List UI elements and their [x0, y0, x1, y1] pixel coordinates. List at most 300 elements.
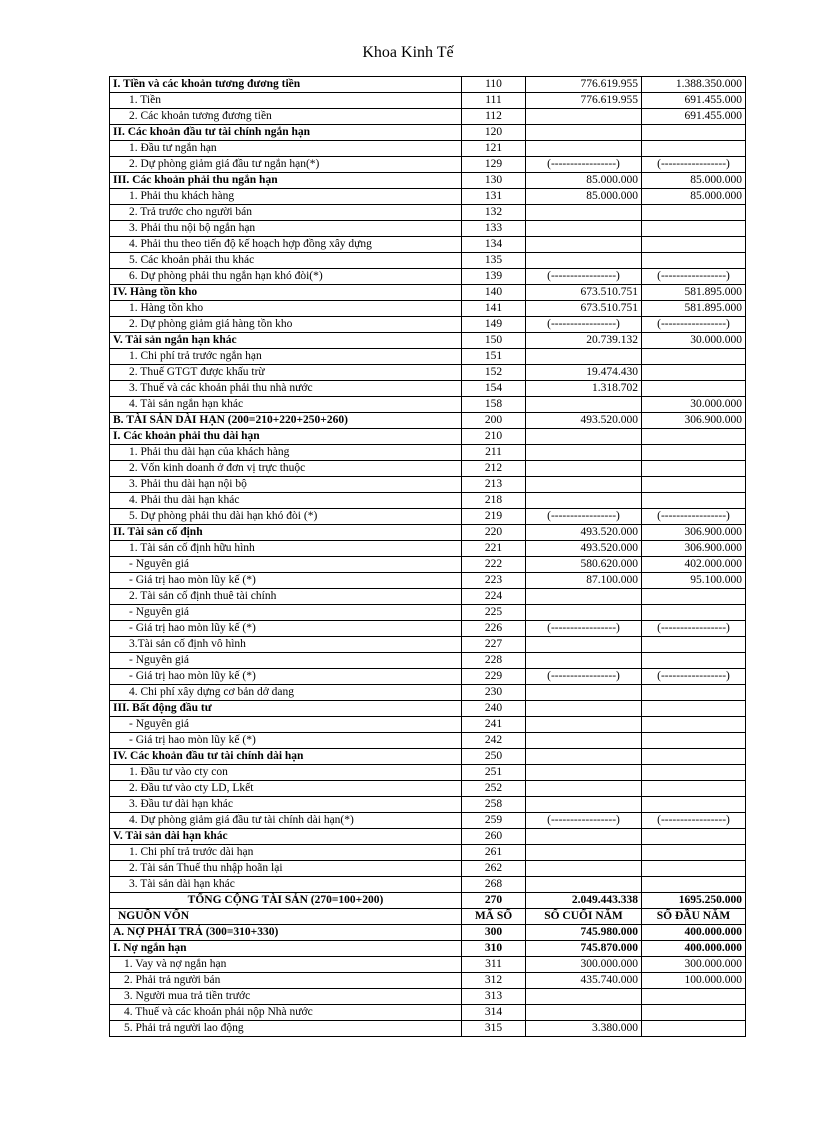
table-row: [110, 173, 746, 189]
table-row: [110, 253, 746, 269]
row-begin-of-year-value: 30.000.000: [642, 333, 746, 349]
row-end-of-year-value: [526, 141, 642, 157]
row-begin-of-year-value: [642, 141, 746, 157]
row-code: 242: [462, 733, 526, 749]
table-row: [110, 781, 746, 797]
table-row: [110, 877, 746, 893]
row-end-of-year-value: [526, 445, 642, 461]
row-label: 3.Tài sản cố định vô hình: [110, 637, 462, 653]
table-row: [110, 733, 746, 749]
row-label: 2. Vốn kinh doanh ở đơn vị trực thuộc: [110, 461, 462, 477]
table-row: [110, 349, 746, 365]
table-row: [110, 1021, 746, 1037]
row-begin-of-year-value: [642, 685, 746, 701]
row-label: A. NỢ PHẢI TRẢ (300=310+330): [110, 925, 462, 941]
table-row: [110, 829, 746, 845]
row-label: I. Tiền và các khoản tương đương tiền: [110, 77, 462, 93]
row-label: 2. Phải trả người bán: [110, 973, 462, 989]
row-code: 270: [462, 893, 526, 909]
row-code: 312: [462, 973, 526, 989]
row-begin-of-year-value: [642, 989, 746, 1005]
row-label: 4. Phải thu dài hạn khác: [110, 493, 462, 509]
row-end-of-year-value: [526, 397, 642, 413]
row-end-of-year-value: 19.474.430: [526, 365, 642, 381]
table-row: [110, 653, 746, 669]
table-row: [110, 685, 746, 701]
row-code: 133: [462, 221, 526, 237]
row-end-of-year-value: 435.740.000: [526, 973, 642, 989]
row-label: 3. Phải thu dài hạn nội bộ: [110, 477, 462, 493]
row-begin-of-year-value: [642, 253, 746, 269]
row-begin-of-year-value: [642, 733, 746, 749]
row-code: 130: [462, 173, 526, 189]
row-end-of-year-value: [526, 877, 642, 893]
table-row: [110, 285, 746, 301]
row-label: 1. Phải thu khách hàng: [110, 189, 462, 205]
row-code: 226: [462, 621, 526, 637]
row-end-of-year-value: (-----------------): [526, 157, 642, 173]
row-code: 111: [462, 93, 526, 109]
table-row: [110, 525, 746, 541]
row-code: 240: [462, 701, 526, 717]
row-label: 5. Các khoản phải thu khác: [110, 253, 462, 269]
row-begin-of-year-value: [642, 829, 746, 845]
row-end-of-year-value: (-----------------): [526, 813, 642, 829]
table-row: [110, 765, 746, 781]
row-code: 229: [462, 669, 526, 685]
table-row: [110, 893, 746, 909]
table-row: [110, 957, 746, 973]
row-end-of-year-value: [526, 221, 642, 237]
row-begin-of-year-value: 95.100.000: [642, 573, 746, 589]
row-begin-of-year-value: [642, 125, 746, 141]
row-begin-of-year-value: 306.900.000: [642, 525, 746, 541]
row-begin-of-year-value: 30.000.000: [642, 397, 746, 413]
row-begin-of-year-value: 300.000.000: [642, 957, 746, 973]
table-row: [110, 669, 746, 685]
row-begin-of-year-value: 306.900.000: [642, 413, 746, 429]
row-begin-of-year-value: 1.388.350.000: [642, 77, 746, 93]
row-label: 4. Thuế và các khoản phải nộp Nhà nước: [110, 1005, 462, 1021]
row-code: 315: [462, 1021, 526, 1037]
row-begin-of-year-value: (-----------------): [642, 669, 746, 685]
row-end-of-year-value: 776.619.955: [526, 93, 642, 109]
row-begin-of-year-value: [642, 445, 746, 461]
row-begin-of-year-value: [642, 845, 746, 861]
row-begin-of-year-value: [642, 237, 746, 253]
row-begin-of-year-value: [642, 765, 746, 781]
row-code: 210: [462, 429, 526, 445]
row-end-of-year-value: [526, 989, 642, 1005]
table-row: [110, 989, 746, 1005]
row-label: - Giá trị hao mòn lũy kế (*): [110, 573, 462, 589]
row-label: 6. Dự phòng phải thu ngắn hạn khó đòi(*): [110, 269, 462, 285]
row-label: - Nguyên giá: [110, 717, 462, 733]
row-label: 3. Tài sản dài hạn khác: [110, 877, 462, 893]
row-end-of-year-value: (-----------------): [526, 269, 642, 285]
table-row: [110, 701, 746, 717]
row-label: 2. Các khoản tương đương tiền: [110, 109, 462, 125]
row-code: 150: [462, 333, 526, 349]
row-begin-of-year-value: [642, 605, 746, 621]
row-label: 3. Thuế và các khoản phải thu nhà nước: [110, 381, 462, 397]
row-code: MÃ SỐ: [462, 909, 526, 925]
row-code: 227: [462, 637, 526, 653]
table-row: [110, 461, 746, 477]
row-begin-of-year-value: [642, 877, 746, 893]
row-end-of-year-value: [526, 477, 642, 493]
row-end-of-year-value: 1.318.702: [526, 381, 642, 397]
row-code: 135: [462, 253, 526, 269]
row-end-of-year-value: [526, 829, 642, 845]
row-end-of-year-value: 580.620.000: [526, 557, 642, 573]
row-code: 230: [462, 685, 526, 701]
row-code: 260: [462, 829, 526, 845]
row-begin-of-year-value: [642, 493, 746, 509]
table-row: [110, 205, 746, 221]
row-code: 259: [462, 813, 526, 829]
row-label: V. Tài sản dài hạn khác: [110, 829, 462, 845]
table-row: [110, 77, 746, 93]
row-end-of-year-value: [526, 685, 642, 701]
row-begin-of-year-value: [642, 717, 746, 733]
row-label: I. Các khoản phải thu dài hạn: [110, 429, 462, 445]
row-begin-of-year-value: 400.000.000: [642, 925, 746, 941]
row-begin-of-year-value: 400.000.000: [642, 941, 746, 957]
row-code: 268: [462, 877, 526, 893]
row-code: 134: [462, 237, 526, 253]
row-end-of-year-value: 2.049.443.338: [526, 893, 642, 909]
row-end-of-year-value: 85.000.000: [526, 173, 642, 189]
row-code: 222: [462, 557, 526, 573]
row-code: 152: [462, 365, 526, 381]
table-row: [110, 541, 746, 557]
row-begin-of-year-value: [642, 637, 746, 653]
row-label: 4. Phải thu theo tiến độ kế hoạch hợp đồng xây dựng: [110, 237, 462, 253]
table-row: [110, 717, 746, 733]
row-label: 2. Dự phòng giảm giá hàng tồn kho: [110, 317, 462, 333]
row-code: 218: [462, 493, 526, 509]
row-code: 211: [462, 445, 526, 461]
table-row: [110, 221, 746, 237]
row-label: 2. Trả trước cho người bán: [110, 205, 462, 221]
table-row: [110, 925, 746, 941]
row-end-of-year-value: [526, 1005, 642, 1021]
row-label: 1. Đầu tư ngắn hạn: [110, 141, 462, 157]
row-end-of-year-value: 87.100.000: [526, 573, 642, 589]
row-end-of-year-value: [526, 237, 642, 253]
row-end-of-year-value: (-----------------): [526, 621, 642, 637]
row-end-of-year-value: 776.619.955: [526, 77, 642, 93]
row-begin-of-year-value: 691.455.000: [642, 93, 746, 109]
row-begin-of-year-value: [642, 1005, 746, 1021]
row-begin-of-year-value: [642, 477, 746, 493]
page-header: Khoa Kinh Tế: [362, 44, 454, 61]
row-begin-of-year-value: [642, 429, 746, 445]
balance-sheet-table: [109, 76, 746, 1037]
row-label: - Giá trị hao mòn lũy kế (*): [110, 621, 462, 637]
row-begin-of-year-value: (-----------------): [642, 621, 746, 637]
table-row: [110, 269, 746, 285]
row-code: 212: [462, 461, 526, 477]
row-end-of-year-value: [526, 205, 642, 221]
table-row: [110, 93, 746, 109]
table-row: [110, 157, 746, 173]
table-row: [110, 381, 746, 397]
row-label: 2. Tài sản cố định thuê tài chính: [110, 589, 462, 605]
table-row: [110, 557, 746, 573]
row-label: 1. Tiền: [110, 93, 462, 109]
row-label: I. Nợ ngắn hạn: [110, 941, 462, 957]
row-label: 2. Tài sản Thuế thu nhập hoãn lại: [110, 861, 462, 877]
row-code: 262: [462, 861, 526, 877]
row-label: 3. Người mua trả tiền trước: [110, 989, 462, 1005]
row-code: 250: [462, 749, 526, 765]
row-code: 213: [462, 477, 526, 493]
row-end-of-year-value: [526, 797, 642, 813]
row-begin-of-year-value: [642, 589, 746, 605]
row-end-of-year-value: [526, 733, 642, 749]
table-row: [110, 301, 746, 317]
table-row: [110, 973, 746, 989]
row-code: 311: [462, 957, 526, 973]
table-row: [110, 333, 746, 349]
row-end-of-year-value: (-----------------): [526, 509, 642, 525]
row-code: 313: [462, 989, 526, 1005]
table-row: [110, 397, 746, 413]
table-row: [110, 605, 746, 621]
row-code: 225: [462, 605, 526, 621]
row-label: - Nguyên giá: [110, 605, 462, 621]
row-code: 139: [462, 269, 526, 285]
row-label: - Nguyên giá: [110, 557, 462, 573]
row-end-of-year-value: SỐ CUỐI NĂM: [526, 909, 642, 925]
table-row: [110, 573, 746, 589]
row-end-of-year-value: 20.739.132: [526, 333, 642, 349]
row-begin-of-year-value: 306.900.000: [642, 541, 746, 557]
row-begin-of-year-value: 1695.250.000: [642, 893, 746, 909]
table-row: [110, 797, 746, 813]
row-begin-of-year-value: 100.000.000: [642, 973, 746, 989]
row-label: III. Các khoản phải thu ngắn hạn: [110, 173, 462, 189]
row-label: III. Bất động đầu tư: [110, 701, 462, 717]
row-end-of-year-value: [526, 653, 642, 669]
row-code: 151: [462, 349, 526, 365]
table-row: [110, 637, 746, 653]
row-label: - Nguyên giá: [110, 653, 462, 669]
row-label: 2. Thuế GTGT được khấu trừ: [110, 365, 462, 381]
table-row: [110, 125, 746, 141]
row-label: 1. Phải thu dài hạn của khách hàng: [110, 445, 462, 461]
row-label: V. Tài sản ngắn hạn khác: [110, 333, 462, 349]
row-label: 1. Chi phí trả trước ngắn hạn: [110, 349, 462, 365]
row-code: 120: [462, 125, 526, 141]
row-code: 258: [462, 797, 526, 813]
row-code: 228: [462, 653, 526, 669]
row-begin-of-year-value: [642, 797, 746, 813]
row-end-of-year-value: (-----------------): [526, 669, 642, 685]
row-label: 3. Phải thu nội bộ ngắn hạn: [110, 221, 462, 237]
row-label: 4. Tài sản ngắn hạn khác: [110, 397, 462, 413]
row-begin-of-year-value: [642, 221, 746, 237]
row-begin-of-year-value: 85.000.000: [642, 189, 746, 205]
row-code: 141: [462, 301, 526, 317]
table-row: [110, 141, 746, 157]
row-label: NGUỒN VỐN: [110, 909, 462, 925]
table-row: [110, 813, 746, 829]
row-end-of-year-value: [526, 253, 642, 269]
row-end-of-year-value: 493.520.000: [526, 525, 642, 541]
row-end-of-year-value: 745.980.000: [526, 925, 642, 941]
row-code: 252: [462, 781, 526, 797]
row-code: 220: [462, 525, 526, 541]
row-end-of-year-value: [526, 429, 642, 445]
row-begin-of-year-value: [642, 781, 746, 797]
row-end-of-year-value: 493.520.000: [526, 541, 642, 557]
table-row: [110, 845, 746, 861]
row-code: 112: [462, 109, 526, 125]
row-code: 310: [462, 941, 526, 957]
row-label: II. Tài sản cố định: [110, 525, 462, 541]
row-end-of-year-value: (-----------------): [526, 317, 642, 333]
row-end-of-year-value: [526, 861, 642, 877]
row-label: 1. Đầu tư vào cty con: [110, 765, 462, 781]
row-begin-of-year-value: 402.000.000: [642, 557, 746, 573]
table-row: [110, 941, 746, 957]
row-end-of-year-value: [526, 637, 642, 653]
row-end-of-year-value: [526, 701, 642, 717]
row-code: 219: [462, 509, 526, 525]
row-end-of-year-value: 745.870.000: [526, 941, 642, 957]
row-code: 158: [462, 397, 526, 413]
row-code: 300: [462, 925, 526, 941]
row-begin-of-year-value: [642, 749, 746, 765]
row-label: IV. Hàng tồn kho: [110, 285, 462, 301]
table-row: [110, 317, 746, 333]
row-begin-of-year-value: [642, 349, 746, 365]
table-row: [110, 477, 746, 493]
row-begin-of-year-value: 691.455.000: [642, 109, 746, 125]
row-label: 5. Dự phòng phải thu dài hạn khó đòi (*): [110, 509, 462, 525]
row-end-of-year-value: 300.000.000: [526, 957, 642, 973]
table-row: [110, 621, 746, 637]
row-begin-of-year-value: [642, 365, 746, 381]
table-row: [110, 749, 746, 765]
row-begin-of-year-value: [642, 381, 746, 397]
row-end-of-year-value: [526, 589, 642, 605]
row-label: - Giá trị hao mòn lũy kế (*): [110, 733, 462, 749]
row-begin-of-year-value: (-----------------): [642, 317, 746, 333]
row-label: B. TÀI SẢN DÀI HẠN (200=210+220+250+260): [110, 413, 462, 429]
row-code: 154: [462, 381, 526, 397]
row-end-of-year-value: [526, 605, 642, 621]
row-begin-of-year-value: [642, 461, 746, 477]
table-row: [110, 493, 746, 509]
row-code: 251: [462, 765, 526, 781]
row-end-of-year-value: [526, 125, 642, 141]
row-label: TỔNG CỘNG TÀI SẢN (270=100+200): [110, 893, 462, 909]
row-label: 1. Tài sản cố định hữu hình: [110, 541, 462, 557]
row-code: 149: [462, 317, 526, 333]
row-end-of-year-value: [526, 749, 642, 765]
row-begin-of-year-value: [642, 1021, 746, 1037]
row-end-of-year-value: 3.380.000: [526, 1021, 642, 1037]
row-label: 4. Chi phí xây dựng cơ bản dở dang: [110, 685, 462, 701]
row-begin-of-year-value: (-----------------): [642, 157, 746, 173]
row-code: 200: [462, 413, 526, 429]
row-code: 129: [462, 157, 526, 173]
row-label: 1. Hàng tồn kho: [110, 301, 462, 317]
table-row: [110, 909, 746, 925]
table-row: [110, 1005, 746, 1021]
row-label: IV. Các khoản đầu tư tài chính dài hạn: [110, 749, 462, 765]
row-begin-of-year-value: [642, 861, 746, 877]
row-label: 2. Đầu tư vào cty LD, Lkết: [110, 781, 462, 797]
row-label: II. Các khoản đầu tư tài chính ngắn hạn: [110, 125, 462, 141]
row-end-of-year-value: 85.000.000: [526, 189, 642, 205]
row-code: 314: [462, 1005, 526, 1021]
row-code: 223: [462, 573, 526, 589]
row-begin-of-year-value: [642, 653, 746, 669]
row-label: 1. Vay và nợ ngắn hạn: [110, 957, 462, 973]
table-row: [110, 189, 746, 205]
row-end-of-year-value: [526, 461, 642, 477]
row-begin-of-year-value: 85.000.000: [642, 173, 746, 189]
row-code: 121: [462, 141, 526, 157]
row-end-of-year-value: [526, 781, 642, 797]
table-row: [110, 589, 746, 605]
row-label: 4. Dự phòng giảm giá đầu tư tài chính dài hạn(*): [110, 813, 462, 829]
row-label: - Giá trị hao mòn lũy kế (*): [110, 669, 462, 685]
row-begin-of-year-value: [642, 205, 746, 221]
row-label: 1. Chi phí trả trước dài hạn: [110, 845, 462, 861]
row-code: 110: [462, 77, 526, 93]
row-code: 261: [462, 845, 526, 861]
row-begin-of-year-value: [642, 701, 746, 717]
table-row: [110, 365, 746, 381]
table-row: [110, 237, 746, 253]
balance-sheet-rows: [110, 77, 746, 1037]
row-code: 221: [462, 541, 526, 557]
row-end-of-year-value: 673.510.751: [526, 301, 642, 317]
row-code: 131: [462, 189, 526, 205]
row-begin-of-year-value: SỐ ĐẦU NĂM: [642, 909, 746, 925]
row-end-of-year-value: [526, 717, 642, 733]
table-row: [110, 445, 746, 461]
row-end-of-year-value: 493.520.000: [526, 413, 642, 429]
row-code: 140: [462, 285, 526, 301]
row-end-of-year-value: [526, 349, 642, 365]
row-end-of-year-value: [526, 493, 642, 509]
row-begin-of-year-value: (-----------------): [642, 269, 746, 285]
row-end-of-year-value: [526, 845, 642, 861]
row-label: 5. Phải trả người lao động: [110, 1021, 462, 1037]
row-code: 224: [462, 589, 526, 605]
row-end-of-year-value: [526, 765, 642, 781]
row-end-of-year-value: [526, 109, 642, 125]
row-end-of-year-value: 673.510.751: [526, 285, 642, 301]
row-begin-of-year-value: 581.895.000: [642, 301, 746, 317]
row-code: 132: [462, 205, 526, 221]
table-row: [110, 109, 746, 125]
table-row: [110, 413, 746, 429]
table-row: [110, 429, 746, 445]
row-begin-of-year-value: (-----------------): [642, 509, 746, 525]
row-begin-of-year-value: 581.895.000: [642, 285, 746, 301]
row-begin-of-year-value: (-----------------): [642, 813, 746, 829]
row-code: 241: [462, 717, 526, 733]
table-row: [110, 861, 746, 877]
